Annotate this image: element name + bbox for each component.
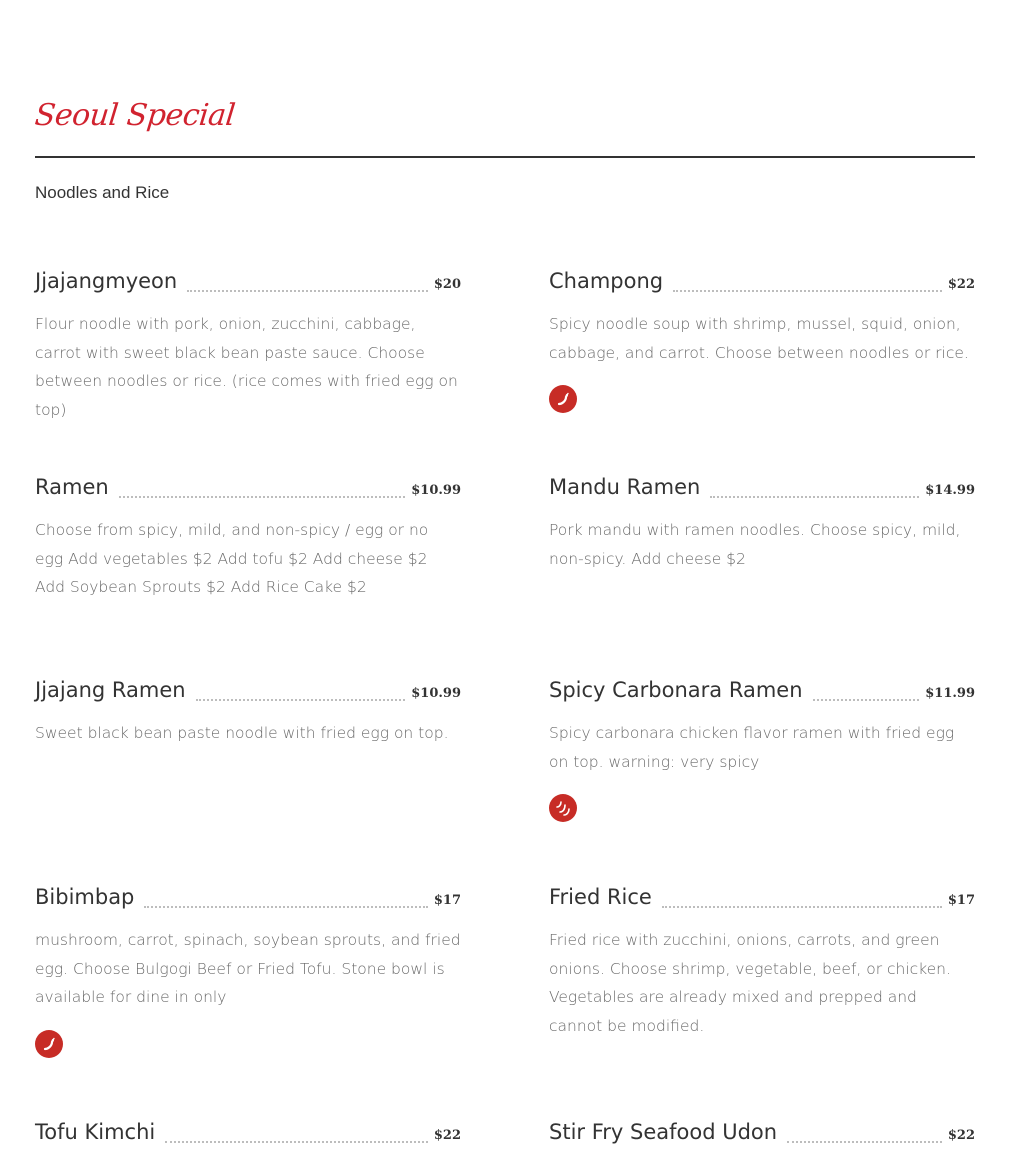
item-name: Bibimbap: [35, 885, 135, 909]
dot-leader: [187, 289, 428, 292]
dot-leader: [165, 1140, 428, 1143]
item-name: Champong: [549, 269, 664, 293]
header-divider: [35, 156, 975, 158]
menu-item-fried-rice[interactable]: [549, 880, 975, 1040]
item-description: Choose from spicy, mild, and non-spicy / egg or no egg Add vegetables $2 Add tofu $2 Add cheese $2 Add Soybean Sprouts $2 Add Rice Cake $2: [35, 521, 429, 596]
menu-item-mandu-ramen[interactable]: [549, 470, 975, 573]
dot-leader: [813, 698, 920, 701]
menu-item-bibimbap[interactable]: [35, 880, 461, 1058]
item-description: Flour noodle with pork, onion, zucchini, cabbage, carrot with sweet black bean paste sauce. Choose between noodles or rice. (rice comes with fried egg on top): [35, 315, 458, 419]
item-price: $11.99: [925, 686, 975, 701]
item-price: $22: [947, 1128, 975, 1143]
dot-leader: [119, 495, 406, 498]
item-header: [35, 673, 461, 703]
pepper-icon: [549, 385, 577, 413]
item-price: $17: [433, 893, 461, 908]
category-title: Noodles and Rice: [35, 183, 170, 202]
item-price: $17: [947, 893, 975, 908]
restaurant-logo[interactable]: Seoul Special: [33, 98, 237, 133]
item-description: Fried rice with zucchini, onions, carrots, and green onions. Choose shrimp, vegetable, beef, or chicken. Vegetables are already mixed and prepped and cannot be modified.: [549, 931, 951, 1035]
triple-pepper-icon: [549, 794, 577, 822]
item-header: [549, 673, 975, 703]
menu-item-jjajangmyeon[interactable]: [35, 264, 461, 424]
item-description: Pork mandu with ramen noodles. Choose spicy, mild, non-spicy. Add cheese $2: [549, 521, 961, 568]
dot-leader: [662, 905, 942, 908]
dot-leader: [196, 698, 406, 701]
item-description: Spicy noodle soup with shrimp, mussel, squid, onion, cabbage, and carrot. Choose between noodles or rice.: [549, 315, 969, 362]
menu-item-spicy-carbonara-ramen[interactable]: [549, 673, 975, 822]
item-price: $22: [433, 1128, 461, 1143]
dot-leader: [673, 289, 942, 292]
item-header: [35, 264, 461, 294]
item-price: $20: [433, 277, 461, 292]
dot-leader: [710, 495, 919, 498]
item-name: Ramen: [35, 475, 109, 499]
item-description: Sweet black bean paste noodle with fried egg on top.: [35, 724, 449, 742]
dot-leader: [787, 1140, 942, 1143]
dot-leader: [144, 905, 427, 908]
item-price: $10.99: [411, 483, 461, 498]
menu-item-ramen[interactable]: [35, 470, 461, 602]
menu-item-stir-fry-seafood-udon[interactable]: [549, 1115, 975, 1145]
item-price: $14.99: [925, 483, 975, 498]
menu-item-champong[interactable]: [549, 264, 975, 413]
menu-item-jjajang-ramen[interactable]: [35, 673, 461, 748]
item-header: [35, 470, 461, 500]
item-description: mushroom, carrot, spinach, soybean sprouts, and fried egg. Choose Bulgogi Beef or Fried Tofu. Stone bowl is available for dine in only: [35, 931, 461, 1006]
item-name: Stir Fry Seafood Udon: [549, 1120, 778, 1144]
item-header: [549, 470, 975, 500]
item-name: Fried Rice: [549, 885, 652, 909]
item-price: $10.99: [411, 686, 461, 701]
item-header: [35, 1115, 461, 1145]
item-header: [549, 1115, 975, 1145]
item-name: Tofu Kimchi: [35, 1120, 156, 1144]
item-description: Spicy carbonara chicken flavor ramen with fried egg on top. warning: very spicy: [549, 724, 955, 771]
item-header: [35, 880, 461, 910]
menu-item-tofu-kimchi[interactable]: [35, 1115, 461, 1145]
pepper-icon: [35, 1030, 63, 1058]
item-name: Spicy Carbonara Ramen: [549, 678, 803, 702]
item-name: Mandu Ramen: [549, 475, 701, 499]
item-name: Jjajang Ramen: [35, 678, 186, 702]
item-price: $22: [947, 277, 975, 292]
item-header: [549, 264, 975, 294]
item-header: [549, 880, 975, 910]
item-name: Jjajangmyeon: [35, 269, 178, 293]
